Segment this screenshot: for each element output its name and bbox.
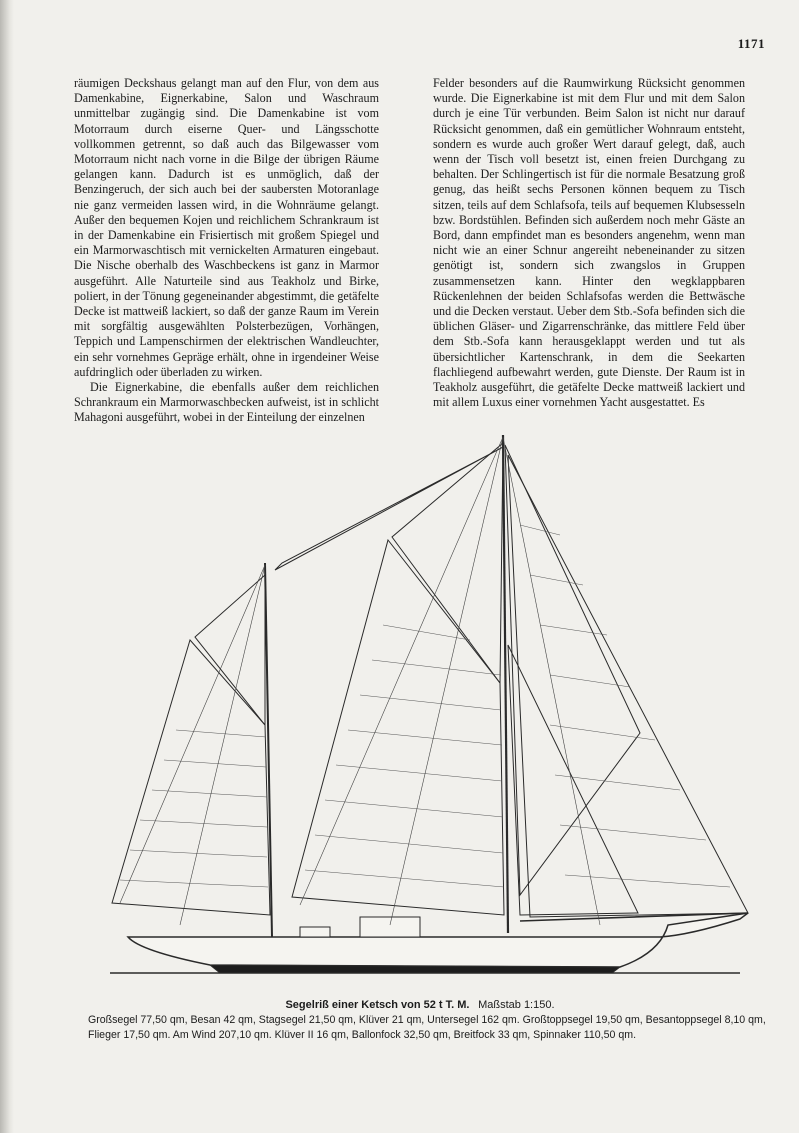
sail-plan-svg xyxy=(100,425,760,985)
caption-title: Segelriß einer Ketsch von 52 t T. M. xyxy=(285,999,470,1011)
sail-seams xyxy=(120,525,730,887)
deckhouse xyxy=(360,917,420,937)
rigging xyxy=(120,437,600,925)
besan-sail xyxy=(112,640,270,915)
main-topsail xyxy=(392,443,503,683)
paragraph: räumigen Deckshaus gelangt man auf den Flur, von dem aus Damenkabine, Eignerkabine, Salon und Waschraum unmittelbar zugängig sind. Die Damenkabine ist vom Motorraum durch eiserne Quer- und Längsschotte vollkommen getrennt, so daß auch das Bilgewasser vom Motorraum nicht nach vorne in die Bilge der übrigen Räume gelangen kann. Dadurch ist es unmöglich, daß der Benzingeruch, der sich auch bei der saubersten Motoranlage nie ganz vermeiden lassen wird, in die Wohnräume gelangt. Außer den bequemen Kojen und reichlichem Schrankraum ist in der Damenkabine ein Frisiertisch mit großem Spiegel und ein Marmorwaschtisch mit vernickelten Armaturen eingebaut. Die Nische oberhalb des Waschbeckens ist ganz in Marmor ausgeführt. Alle Naturteile sind aus Teakholz und Birke, poliert, in der Tönung gegeneinander abgestimmt, die getäfelte Decke ist mattweiß lackiert, so daß der ganze Raum im Verein mit sorgfältig ausgewählten Polsterbezügen, Vorhängen, Teppich und Lampenschirmen der elektrischen Wandleuchter, ein sehr vornehmes Gepräge erhält, ohne in irgendeiner Weise aufdringlich oder überladen zu wirken. xyxy=(74,76,379,379)
besan-topsail xyxy=(195,575,265,725)
caption-sail-areas-line1: Großsegel 77,50 qm, Besan 42 qm, Stagsegel 21,50 qm, Klüver 21 qm, Untersegel 162 qm. Großtoppsegel 19,50 qm, Besantoppsegel 8,10 qm, xyxy=(88,1014,766,1026)
hull xyxy=(128,913,748,967)
cabin-top xyxy=(300,927,330,937)
main-sail xyxy=(292,540,504,915)
figure-caption xyxy=(60,998,780,1043)
page-number: 1171 xyxy=(737,36,765,51)
paragraph: Die Eignerkabine, die ebenfalls außer dem reichlichen Schrankraum ein Marmorwaschbecken aufweist, ist in schlicht Mahagoni ausgeführt, wobei in der Einteilung der einzelnen xyxy=(74,380,379,425)
ketch-sail-plan-drawing xyxy=(100,425,760,985)
text-column-left xyxy=(74,76,379,426)
caption-scale: Maßstab 1:150. xyxy=(478,999,555,1011)
keel xyxy=(210,965,620,973)
text-column-right xyxy=(433,76,745,410)
paragraph: Felder besonders auf die Raumwirkung Rücksicht genommen wurde. Die Eignerkabine ist mit dem Flur und mit dem Salon durch je eine Tür verbunden. Beim Salon ist nicht nur darauf Rücksicht genommen, daß ein gemütlicher Wohnraum entsteht, sondern es wurde auch großer Wert darauf gelegt, daß, auch wenn der Tisch voll besetzt ist, einen freien Durchgang zu behalten. Der Schlingertisch ist für die normale Besatzung groß genug, das heißt sechs Personen können bequem zu Tisch sitzen, teils auf dem Schlafsofa, teils auf bequemen Klubsesseln bzw. Bordstühlen. Befinden sich außerdem noch mehr Gäste an Bord, dann empfindet man es besonders angenehm, wenn man nicht wie an einer Schnur angereiht nebeneinander zu sitzen genötigt ist, sondern sich zwangslos in Gruppen zusammensetzen kann. Hinter den wegklappbaren Rückenlehnen der beiden Schlafsofas werden die Bettwäsche und die Decken verstaut. Ueber dem Stb.-Sofa befinden sich die üblichen Gläser- und Zigarrenschränke, das mittlere Feld über dem Stb.-Sofa kann herausgeklappt werden und tut als übersichtlicher Kartenschrank, in dem die Seekarten flachliegend aufbewahrt werden, gute Dienste. Der Raum ist in Teakholz ausgeführt, die getäfelte Decke mattweiß lackiert und mit allem Luxus einer vornehmen Yacht ausgestattet. Es xyxy=(433,76,745,410)
page-gutter-shadow xyxy=(0,0,14,1133)
caption-sail-areas-line2: Flieger 17,50 qm. Am Wind 207,10 qm. Klüver II 16 qm, Ballonfock 32,50 qm, Breitfock 33 qm, Spinnaker 110,50 qm. xyxy=(88,1029,637,1041)
jib-outer xyxy=(508,455,748,917)
stay-sail-top xyxy=(275,447,503,570)
